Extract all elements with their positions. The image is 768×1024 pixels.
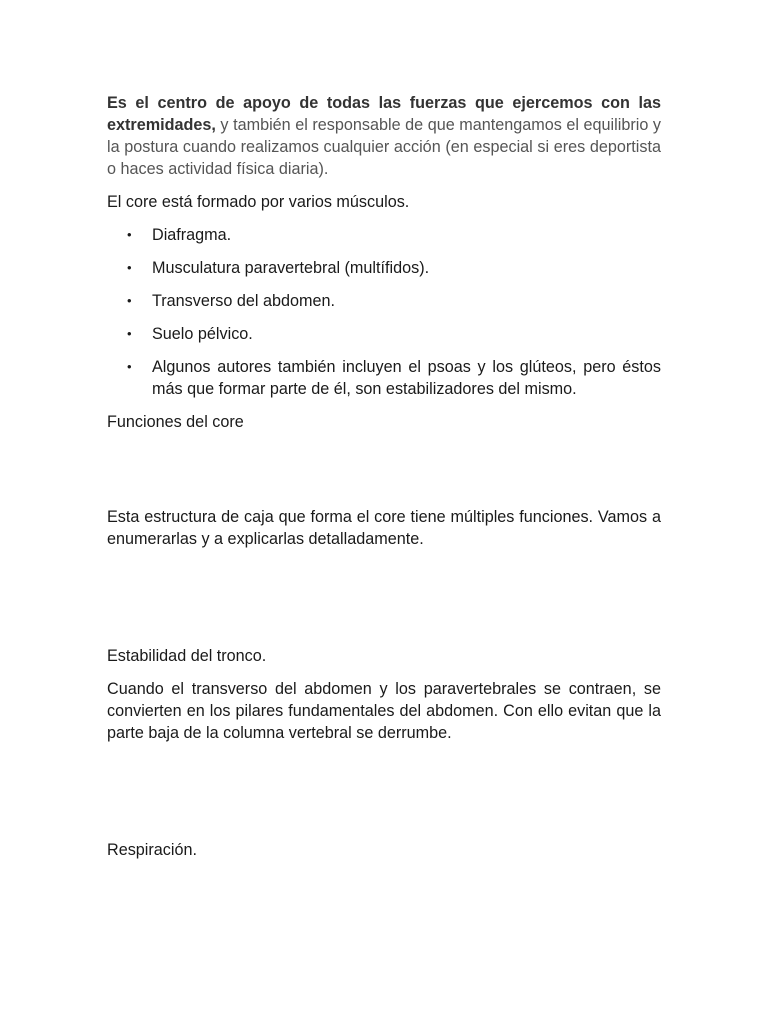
muscles-list bbox=[107, 224, 661, 400]
bullet-icon: • bbox=[127, 227, 132, 242]
core-intro-paragraph: El core está formado por varios músculos. bbox=[107, 193, 410, 211]
intro-bold-text: Es el centro de apoyo de todas las fuerzas que ejercemos con las extremidades, bbox=[107, 94, 661, 134]
list-item bbox=[107, 224, 661, 246]
list-item-text: Transverso del abdomen. bbox=[152, 292, 335, 310]
trunk-stability-paragraph: Cuando el transverso del abdomen y los paravertebrales se contraen, se convierten en los pilares fundamentales del abdomen. Con ello evitan que la parte baja de la columna vertebral se derrumbe. bbox=[107, 680, 661, 742]
list-item-text: Musculatura paravertebral (multífidos). bbox=[152, 259, 430, 277]
document-body bbox=[107, 92, 661, 861]
list-item-text: Diafragma. bbox=[152, 226, 232, 244]
bullet-icon: • bbox=[127, 326, 132, 341]
functions-heading: Funciones del core bbox=[107, 413, 244, 431]
bullet-icon: • bbox=[127, 359, 132, 374]
breathing-heading: Respiración. bbox=[107, 841, 197, 859]
list-item bbox=[107, 290, 661, 312]
list-item-text: Algunos autores también incluyen el psoas y los glúteos, pero éstos más que formar parte de él, son estabilizadores del mismo. bbox=[152, 358, 661, 398]
list-item-text: Suelo pélvico. bbox=[152, 325, 253, 343]
bullet-icon: • bbox=[127, 293, 132, 308]
trunk-stability-heading: Estabilidad del tronco. bbox=[107, 647, 267, 665]
functions-intro-paragraph: Esta estructura de caja que forma el core tiene múltiples funciones. Vamos a enumerarlas y a explicarlas detalladamente. bbox=[107, 508, 661, 548]
list-item bbox=[107, 323, 661, 345]
bullet-icon: • bbox=[127, 260, 132, 275]
intro-rest-text: y también el responsable de que mantengamos el equilibrio y la postura cuando realizamos cualquier acción (en especial si eres deportista o haces actividad física diaria). bbox=[107, 116, 661, 178]
intro-paragraph bbox=[107, 92, 661, 180]
list-item bbox=[107, 257, 661, 279]
list-item bbox=[107, 356, 661, 400]
